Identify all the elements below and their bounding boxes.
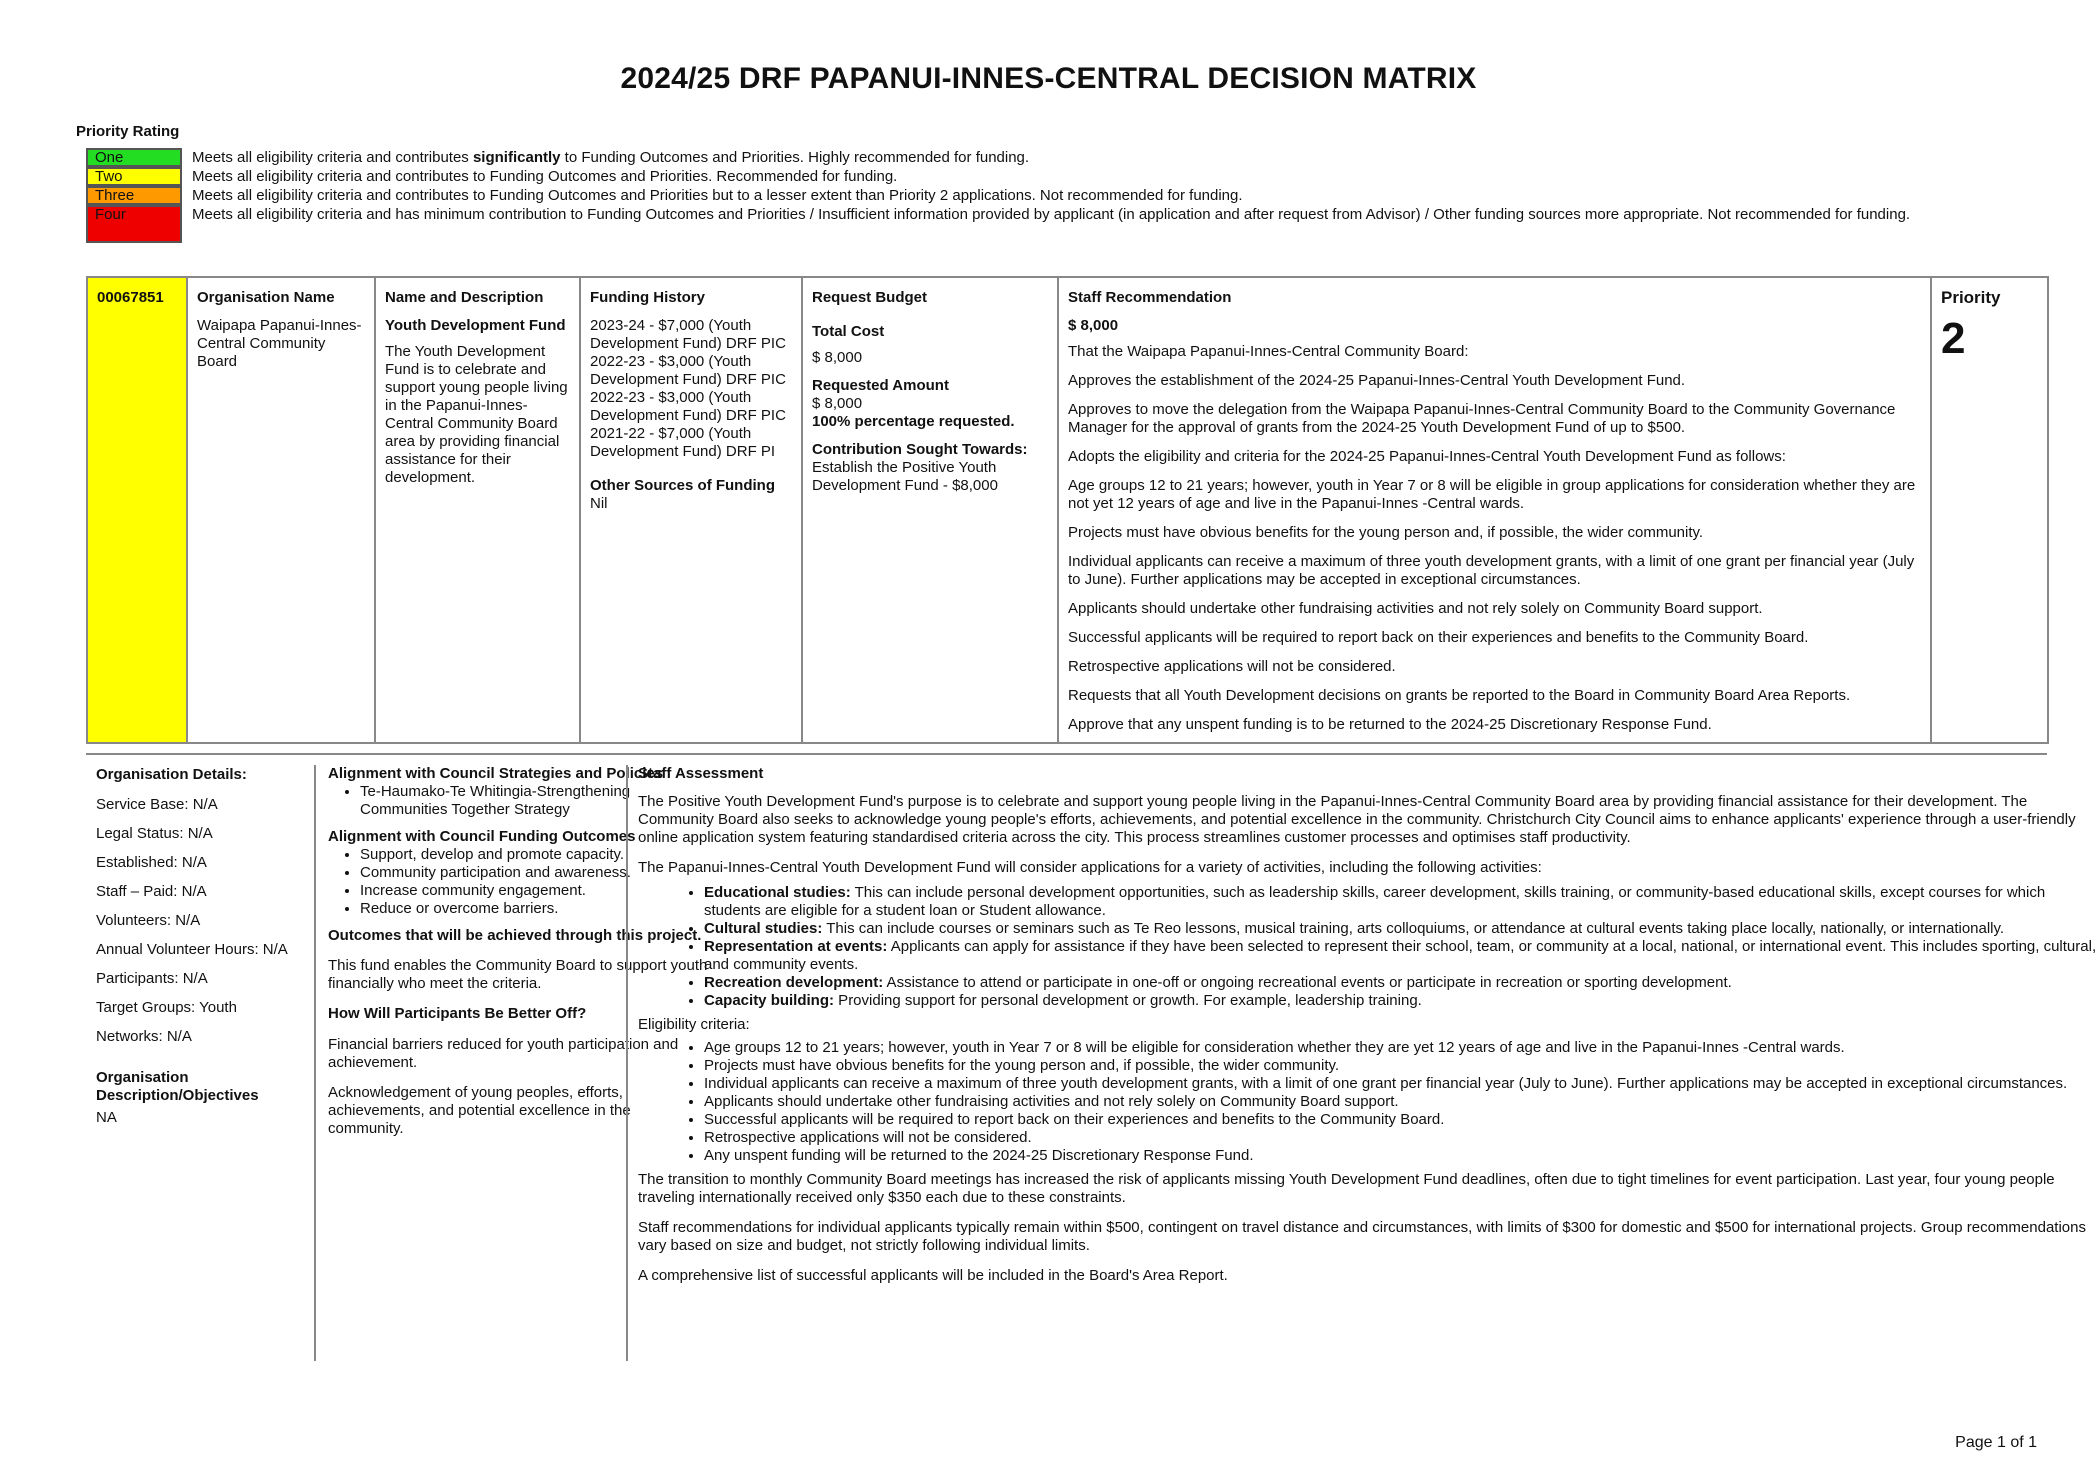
recommendation-paragraph: Projects must have obvious benefits for the young person and, if possible, the wider community. (1068, 524, 1704, 541)
legend-text-three: Meets all eligibility criteria and contributes to Funding Outcomes and Priorities but to a lesser extent than Priority 2 applications. Not recommended for funding. (192, 187, 1243, 204)
list-item: • Projects must have obvious benefits for the young person and, if possible, the wider community. (704, 1057, 2097, 1075)
request-budget-heading: Request Budget (812, 289, 928, 306)
list-item: • Applicants should undertake other fundraising activities and not rely solely on Community Board support. (704, 1093, 2097, 1111)
recommendation-amount: $ 8,000 (1068, 317, 1119, 334)
swatch-two: Two (86, 167, 182, 186)
org-detail-item: Legal Status: N/A (96, 825, 213, 842)
funding-history-entry: 2021-22 - $7,000 (Youth Development Fund) DRF PI (590, 425, 776, 460)
eligibility-list (638, 1039, 2097, 1165)
assessment-closing: The transition to monthly Community Board meetings has increased the risk of applicants missing Youth Development Fund deadlines, often due to tight timelines for event participation. Last year, four young people traveling internationally received only $350 each due to these constraints. (638, 1171, 2055, 1206)
application-table (86, 276, 2049, 744)
request-budget-cell (802, 277, 1058, 743)
recommendation-paragraph: Individual applicants can receive a maximum of three youth development grants, with a limit of one grant per financial year (July to June). Further applications may be accepted in exceptional circumstances. (1068, 553, 1915, 588)
legend-row-four (86, 205, 2006, 243)
list-item: • Retrospective applications will not be considered. (704, 1129, 2097, 1147)
swatch-one: One (86, 148, 182, 167)
priority-legend (86, 148, 2006, 243)
better-off-text: Financial barriers reduced for youth participation and achievement. (328, 1036, 679, 1071)
funding-history-entry: 2022-23 - $3,000 (Youth Development Fund) DRF PIC (590, 353, 786, 388)
recommendation-paragraph: Retrospective applications will not be considered. (1068, 658, 1396, 675)
assessment-closing: A comprehensive list of successful applicants will be included in the Board's Area Report. (638, 1267, 1228, 1284)
fund-name: Youth Development Fund (385, 317, 566, 334)
total-cost-value: $ 8,000 (812, 349, 863, 366)
list-item: • Any unspent funding will be returned to the 2024-25 Discretionary Response Fund. (704, 1147, 2097, 1165)
funding-history-heading: Funding History (590, 289, 705, 306)
organisation-name-heading: Organisation Name (197, 289, 335, 306)
page-title: 2024/25 DRF PAPANUI-INNES-CENTRAL DECISION MATRIX (620, 62, 1477, 95)
assessment-closing: Staff recommendations for individual applicants typically remain within $500, contingent on travel distance and circumstances, with limits of $300 for domestic and $500 for international projects. Group recommendations vary based on size and budget, not strictly following individual limits. (638, 1219, 2086, 1254)
funding-history-entry: 2023-24 - $7,000 (Youth Development Fund) DRF PIC (590, 317, 786, 352)
organisation-name: Waipapa Papanui-Innes-Central Community Board (197, 317, 362, 370)
requested-amount-label: Requested Amount (812, 377, 949, 394)
swatch-four: Four (86, 205, 182, 243)
staff-assessment-heading: Staff Assessment (638, 765, 764, 782)
legend-text-two: Meets all eligibility criteria and contributes to Funding Outcomes and Priorities. Recommended for funding. (192, 168, 898, 185)
other-funding-value: Nil (590, 495, 608, 512)
list-item: • Successful applicants will be required to report back on their experiences and benefits to the Community Board. (704, 1111, 2097, 1129)
legend-text-four: Meets all eligibility criteria and has minimum contribution to Funding Outcomes and Priorities / Insufficient information provided by applicant (in application and after request from Advisor) / Other funding sources more appropriate. Not recommended for funding. (192, 206, 1911, 223)
better-off-text: Acknowledgement of young peoples, efforts, achievements, and potential excellence in the community. (328, 1084, 631, 1137)
requested-amount-value: $ 8,000 (812, 395, 863, 412)
organisation-details-heading: Organisation Details: (96, 766, 247, 783)
org-detail-item: Annual Volunteer Hours: N/A (96, 941, 288, 958)
org-detail-item: Target Groups: Youth (96, 999, 237, 1016)
page-number: Page 1 of 1 (1955, 1434, 2037, 1451)
organisation-name-cell (187, 277, 375, 743)
better-off-heading: How Will Participants Be Better Off? (328, 1005, 587, 1022)
org-detail-item: Staff – Paid: N/A (96, 883, 207, 900)
contribution-value: Establish the Positive Youth Development Fund - $8,000 (812, 459, 998, 494)
other-funding-heading: Other Sources of Funding (590, 477, 776, 494)
recommendation-paragraph: Age groups 12 to 21 years; however, youth in Year 7 or 8 will be eligible in group applications for consideration whether they are not yet 12 years of age and live in the Papanui-Innes -Central wards. (1068, 477, 1916, 512)
list-item: • Recreation development: Assistance to attend or participate in one-off or ongoing recreational events or participate in recreation or sporting development. (704, 974, 2097, 992)
org-detail-item: Established: N/A (96, 854, 207, 871)
name-description-heading: Name and Description (385, 289, 544, 306)
achieved-heading: Outcomes that will be achieved through this project. (328, 927, 702, 944)
list-item: • Educational studies: This can include personal development opportunities, such as leadership skills, career development, skills training, or community-based educational skills, except courses for which students are eligible for a student loan or Student allowance. (704, 884, 2097, 920)
application-id: 00067851 (87, 277, 187, 743)
legend-row-two (86, 167, 2006, 186)
priority-heading: Priority (1941, 288, 2001, 307)
list-item: • Increase community engagement. (360, 882, 710, 900)
org-detail-item: Participants: N/A (96, 970, 208, 987)
recommendation-paragraph: Approves to move the delegation from the Waipapa Papanui-Innes-Central Community Board to the Community Governance Manager for the approval of grants from the 2024-25 Youth Development Fund of up to $500. (1068, 401, 1896, 436)
organisation-details (96, 766, 306, 1138)
list-item: • Reduce or overcome barriers. (360, 900, 710, 918)
outcomes-heading: Alignment with Council Funding Outcomes (328, 828, 636, 845)
list-item: • Te-Haumako-Te Whitingia-Strengthening Communities Together Strategy (360, 783, 710, 819)
funding-history-entry: 2022-23 - $3,000 (Youth Development Fund) DRF PIC (590, 389, 786, 424)
recommendation-paragraph: Approves the establishment of the 2024-25 Papanui-Innes-Central Youth Development Fund. (1068, 372, 1686, 389)
recommendation-paragraph: Applicants should undertake other fundraising activities and not rely solely on Community Board support. (1068, 600, 1763, 617)
activities-intro: The Papanui-Innes-Central Youth Development Fund will consider applications for a variety of activities, including the following activities: (638, 859, 1542, 876)
name-description-cell (375, 277, 580, 743)
recommendation-paragraph: Approve that any unspent funding is to be returned to the 2024-25 Discretionary Response Fund. (1068, 716, 1712, 733)
org-detail-item: Service Base: N/A (96, 796, 218, 813)
org-detail-item: Networks: N/A (96, 1028, 192, 1045)
recommendation-paragraph: Successful applicants will be required to report back on their experiences and benefits to the Community Board. (1068, 629, 1809, 646)
swatch-three: Three (86, 186, 182, 205)
activities-list (638, 884, 2097, 1010)
eligibility-heading: Eligibility criteria: (638, 1016, 750, 1033)
recommendation-paragraph: Requests that all Youth Development decisions on grants be reported to the Board in Community Board Area Reports. (1068, 687, 1851, 704)
details-section (86, 753, 2097, 1284)
recommendation-paragraph: That the Waipapa Papanui-Innes-Central Community Board: (1068, 343, 1469, 360)
strategies-heading: Alignment with Council Strategies and Policies (328, 765, 664, 782)
recommendation-paragraph: Adopts the eligibility and criteria for the 2024-25 Papanui-Innes-Central Youth Development Fund as follows: (1068, 448, 1786, 465)
org-description-heading: Organisation Description/Objectives (96, 1069, 259, 1104)
org-detail-item: Volunteers: N/A (96, 912, 201, 929)
priority-rating-heading: Priority Rating (76, 123, 180, 140)
list-item: • Community participation and awareness. (360, 864, 710, 882)
staff-assessment-column (626, 765, 2097, 1361)
fund-description: The Youth Development Fund is to celebrate and support young people living in the Papanui-Innes-Central Community Board area by providing financial assistance for their development. (385, 343, 568, 486)
list-item: • Individual applicants can receive a maximum of three youth development grants, with a limit of one grant per financial year (July to June). Further applications may be accepted in exceptional circumstances. (704, 1075, 2097, 1093)
priority-value: 2 (1941, 314, 1966, 363)
staff-recommendation-heading: Staff Recommendation (1068, 289, 1232, 306)
legend-text-one: Meets all eligibility criteria and contributes significantly to Funding Outcomes and Priorities. Highly recommended for funding. (192, 149, 1030, 166)
org-description-value: NA (96, 1109, 117, 1126)
total-cost-label: Total Cost (812, 323, 885, 340)
contribution-label: Contribution Sought Towards: (812, 441, 1028, 458)
legend-row-three (86, 186, 2006, 205)
list-item: • Cultural studies: This can include courses or seminars such as Te Reo lessons, musical training, arts colloquiums, or attendance at cultural events taking place locally, nationally, or internationally. (704, 920, 2097, 938)
priority-cell (1931, 277, 2048, 743)
staff-recommendation-cell (1058, 277, 1931, 743)
list-item: • Age groups 12 to 21 years; however, youth in Year 7 or 8 will be eligible for consideration whether they are yet 12 years of age and live in the Papanui-Innes -Central wards. (704, 1039, 2097, 1057)
list-item: • Support, develop and promote capacity. (360, 846, 710, 864)
list-item: • Capacity building: Providing support for personal development or growth. For example, leadership training. (704, 992, 2097, 1010)
percentage-requested: 100% percentage requested. (812, 413, 1015, 430)
legend-row-one (86, 148, 2006, 167)
achieved-text: This fund enables the Community Board to support youth financially who meet the criteria. (328, 957, 708, 992)
funding-history-cell (580, 277, 802, 743)
list-item: • Representation at events: Applicants can apply for assistance if they have been selected to represent their school, team, or community at a local, national, or international event. This includes sporting, cultural, and community events. (704, 938, 2097, 974)
assessment-intro: The Positive Youth Development Fund's purpose is to celebrate and support young people living in the Papanui-Innes-Central Community Board area by providing financial assistance for their development. The Community Board also seeks to acknowledge young people's efforts, achievements, and potential excellence in the community. Christchurch City Council aims to enhance applicants' experience through a user-friendly online application system featuring standardised criteria across the city. This process streamlines customer processes and optimises staff productivity. (638, 793, 2076, 846)
